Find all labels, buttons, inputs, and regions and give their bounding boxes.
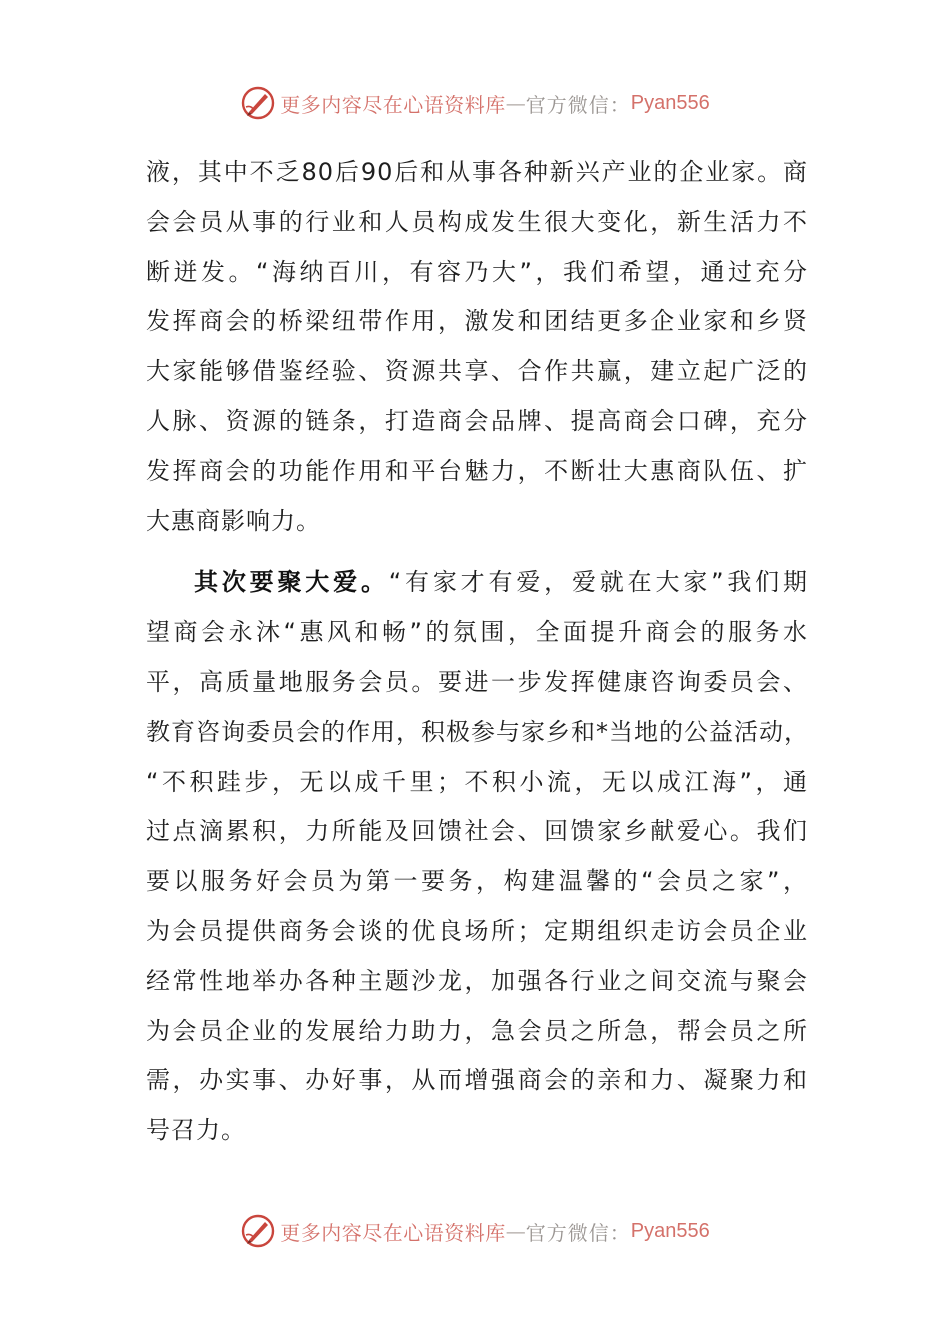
pen-logo-icon [240,1213,276,1249]
wechat-label: 官方微信： [525,1220,631,1245]
text-line: 为会员企业的发展给力助力，急会员之所急，帮会员之所 [146,1016,808,1045]
banner-separator: — [505,91,526,115]
promo-text: 更多内容尽在心语资料库 [280,1220,506,1245]
banner-separator: — [505,1219,526,1243]
text-line: 人脉、资源的链条，打造商会品牌、提高商会口碑，充分 [146,406,808,435]
pen-logo-icon [240,85,276,121]
text-run: “有家才有爱，爱就在大家”我们期 [388,568,809,597]
text-line: 大家能够借鉴经验、资源共享、合作共赢，建立起广泛的 [146,357,808,386]
text-line: 平，高质量地服务会员。要进一步发挥健康咨询委员会、 [146,667,808,696]
header-banner [0,83,950,123]
body-text [146,148,808,1156]
text-line: 号召力。 [146,1116,246,1145]
text-line: 发挥商会的功能作用和平台魅力，不断壮大惠商队伍、扩 [146,456,808,485]
paragraph-2 [146,558,808,1156]
text-line: “不积跬步，无以成千里；不积小流，无以成江海”，通 [146,767,808,796]
paragraph-gap [146,546,808,558]
text-line: 液，其中不乏80后90后和从事各种新兴产业的企业家。商 [146,158,808,186]
wechat-id: Pyan556 [630,1219,710,1242]
text-line: 望商会永沐“惠风和畅”的氛围，全面提升商会的服务水 [146,618,808,647]
text-line: 发挥商会的桥梁纽带作用，激发和团结更多企业家和乡贤 [146,307,808,336]
text-line: 需，办实事、办好事，从而增强商会的亲和力、凝聚力和 [146,1066,808,1095]
text-line: 过点滴累积，力所能及回馈社会、回馈家乡献爱心。我们 [146,817,808,846]
paragraph-heading: 其次要聚大爱。 [194,568,389,597]
text-line: 大惠商影响力。 [146,506,321,535]
wechat-id: Pyan556 [630,91,710,114]
promo-text: 更多内容尽在心语资料库 [280,92,506,117]
text-line: 教育咨询委员会的作用，积极参与家乡和*当地的公益活动， [146,717,809,746]
text-line-first [146,558,808,608]
text-line: 会会员从事的行业和人员构成发生很大变化，新生活力不 [146,207,808,236]
text-line: 断迸发。“海纳百川，有容乃大”，我们希望，通过充分 [146,257,808,286]
text-line: 经常性地举办各种主题沙龙，加强各行业之间交流与聚会 [146,966,808,995]
paragraph-1 [146,148,808,546]
text-line: 要以服务好会员为第一要务，构建温馨的“会员之家”， [146,867,808,896]
wechat-label: 官方微信： [525,92,631,117]
footer-banner [0,1211,950,1251]
text-line: 为会员提供商务会谈的优良场所；定期组织走访会员企业 [146,916,808,945]
